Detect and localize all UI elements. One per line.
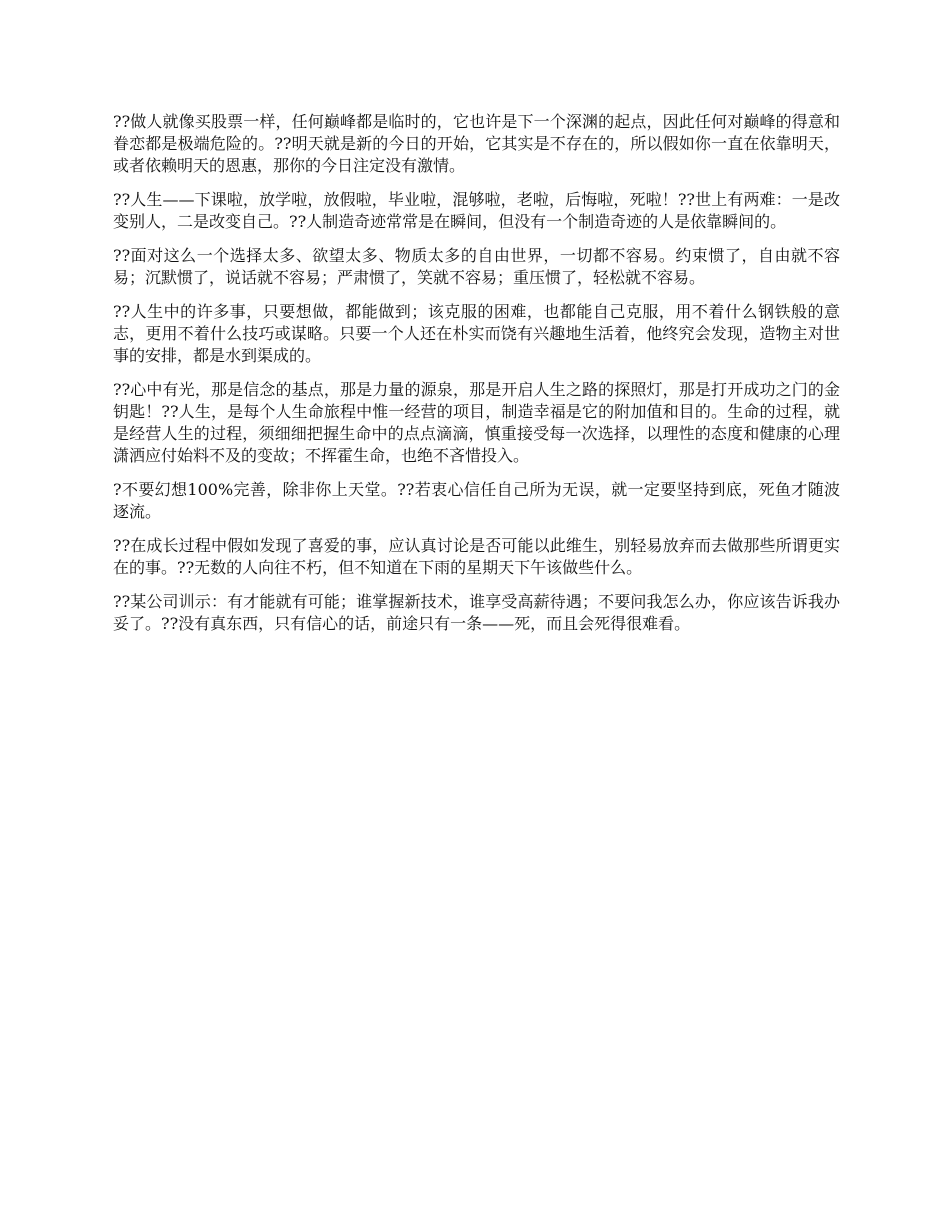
paragraph-1: ??做人就像买股票一样，任何巅峰都是临时的，它也许是下一个深渊的起点，因此任何对巅峰的得意和眷恋都是极端危险的。??明天就是新的今日的开始，它其实是不存在的，所以假如你一直在依靠明天，或者依赖明天的恩惠，那你的今日注定没有激情。	[113, 112, 840, 175]
paragraph-8: ??某公司训示：有才能就有可能；谁掌握新技术，谁享受高薪待遇；不要问我怎么办，你应该告诉我办妥了。??没有真东西，只有信心的话，前途只有一条——死，而且会死得很难看。	[113, 592, 840, 633]
paragraph-2: ??人生——下课啦，放学啦，放假啦，毕业啦，混够啦，老啦，后悔啦，死啦！??世上有两难：一是改变别人，二是改变自己。??人制造奇迹常常是在瞬间，但没有一个制造奇迹的人是依靠瞬间的。	[113, 190, 840, 231]
document-body	[113, 111, 840, 647]
paragraph-6: ?不要幻想100%完善，除非你上天堂。??若衷心信任自己所为无误，就一定要坚持到底，死鱼才随波逐流。	[113, 480, 840, 521]
paragraph-3: ??面对这么一个选择太多、欲望太多、物质太多的自由世界，一切都不容易。约束惯了，自由就不容易；沉默惯了，说话就不容易；严肃惯了，笑就不容易；重压惯了，轻松就不容易。	[113, 246, 840, 287]
paragraph-5: ??心中有光，那是信念的基点，那是力量的源泉，那是开启人生之路的探照灯，那是打开成功之门的金钥匙！??人生，是每个人生命旅程中惟一经营的项目，制造幸福是它的附加值和目的。生命的过程，就是经营人生的过程，须细细把握生命中的点点滴滴，慎重接受每一次选择，以理性的态度和健康的心理潇洒应付始料不及的变故；不挥霍生命，也绝不吝惜投入。	[113, 380, 840, 465]
paragraph-7: ??在成长过程中假如发现了喜爱的事，应认真讨论是否可能以此维生，别轻易放弃而去做那些所谓更实在的事。??无数的人向往不朽，但不知道在下雨的星期天下午该做些什么。	[113, 536, 840, 577]
paragraph-4: ??人生中的许多事，只要想做，都能做到；该克服的困难，也都能自己克服，用不着什么钢铁般的意志，更用不着什么技巧或谋略。只要一个人还在朴实而饶有兴趣地生活着，他终究会发现，造物主对世事的安排，都是水到渠成的。	[113, 302, 840, 365]
